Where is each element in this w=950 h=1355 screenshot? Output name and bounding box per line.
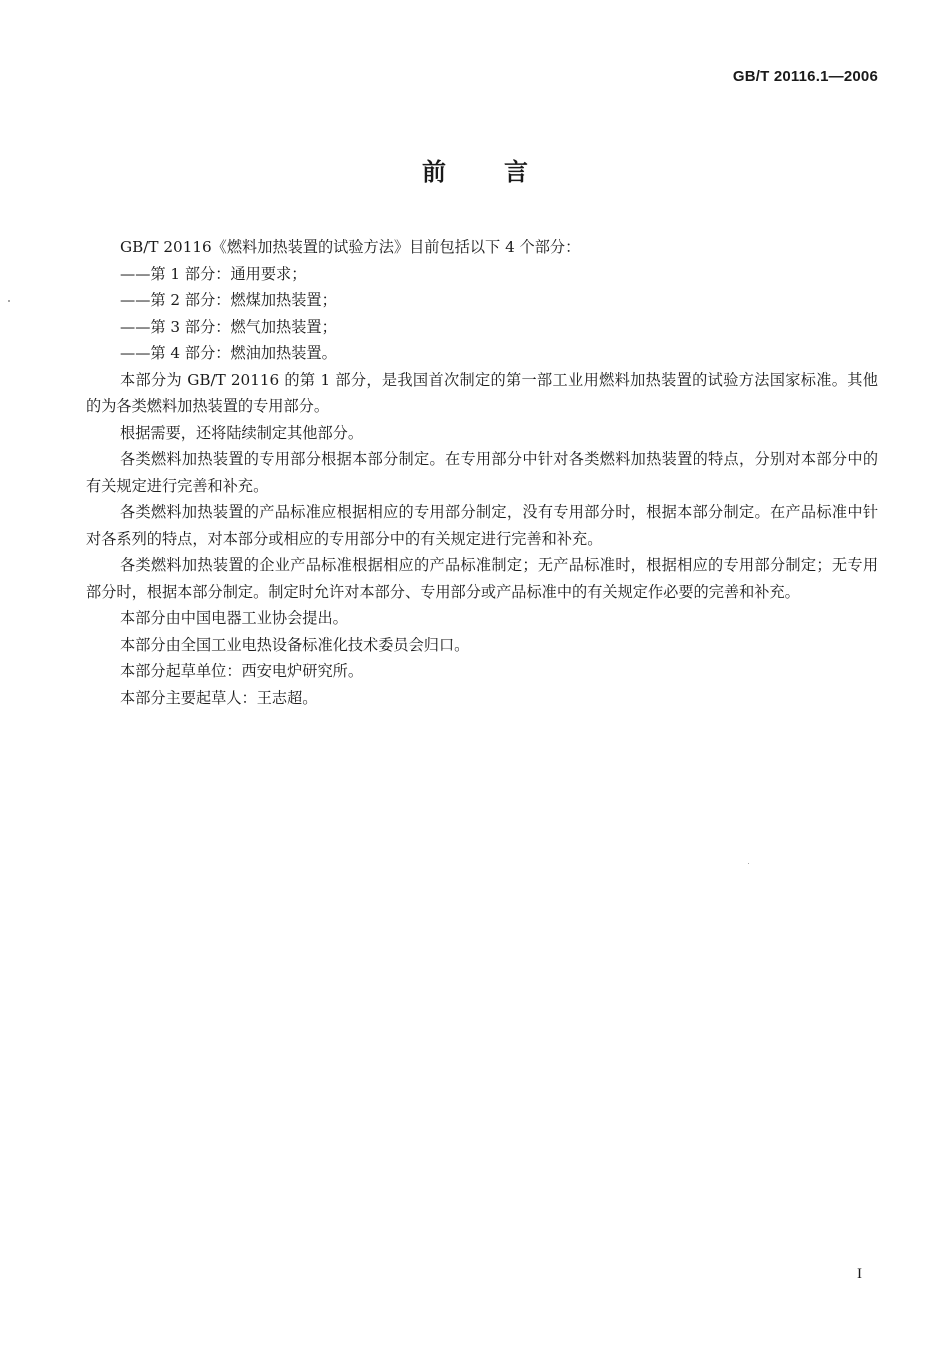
paragraph-special-parts: 各类燃料加热装置的专用部分根据本部分制定。在专用部分中针对各类燃料加热装置的特点，分别对本部分中的有关规定进行完善和补充。 — [86, 450, 878, 495]
standard-code: GB/T 20116.1—2006 — [732, 68, 878, 85]
paragraph-scope: 本部分为 GB/T 20116 的第 1 部分，是我国首次制定的第一部工业用燃料加热装置的试验方法国家标准。其他的为各类燃料加热装置的专用部分。 — [86, 370, 878, 415]
page-title: 前言 — [422, 158, 586, 186]
paragraph-product-standards: 各类燃料加热装置的产品标准应根据相应的专用部分制定，没有专用部分时，根据本部分制定。在产品标准中针对各系列的特点，对本部分或相应的专用部分中的有关规定进行完善和补充。 — [86, 503, 878, 548]
paragraph-committee: 本部分由全国工业电热设备标准化技术委员会归口。 — [120, 635, 470, 654]
scan-speck — [8, 300, 10, 302]
paragraph-future-parts: 根据需要，还将陆续制定其他部分。 — [120, 423, 363, 442]
list-item-part-3: ——第 3 部分：燃气加热装置； — [120, 317, 337, 336]
paragraph-drafting-unit: 本部分起草单位：西安电炉研究所。 — [120, 662, 363, 680]
paragraph-proposer: 本部分由中国电器工业协会提出。 — [120, 609, 348, 627]
page-number: I — [857, 1266, 862, 1282]
paragraph-enterprise-standards: 各类燃料加热装置的企业产品标准根据相应的产品标准制定；无产品标准时，根据相应的专用部分制定；无专用部分时，根据本部分制定。制定时允许对本部分、专用部分或产品标准中的有关规定作必要的完善和补充。 — [86, 556, 878, 601]
list-item-part-4: ——第 4 部分：燃油加热装置。 — [120, 344, 337, 362]
scan-speck — [748, 863, 749, 864]
intro-paragraph: GB/T 20116《燃料加热装置的试验方法》目前包括以下 4 个部分： — [120, 238, 581, 256]
list-item-part-2: ——第 2 部分：燃煤加热装置； — [120, 291, 337, 309]
paragraph-drafter: 本部分主要起草人：王志超。 — [120, 688, 318, 707]
foreword-body — [86, 234, 878, 711]
list-item-part-1: ——第 1 部分：通用要求； — [120, 264, 307, 283]
